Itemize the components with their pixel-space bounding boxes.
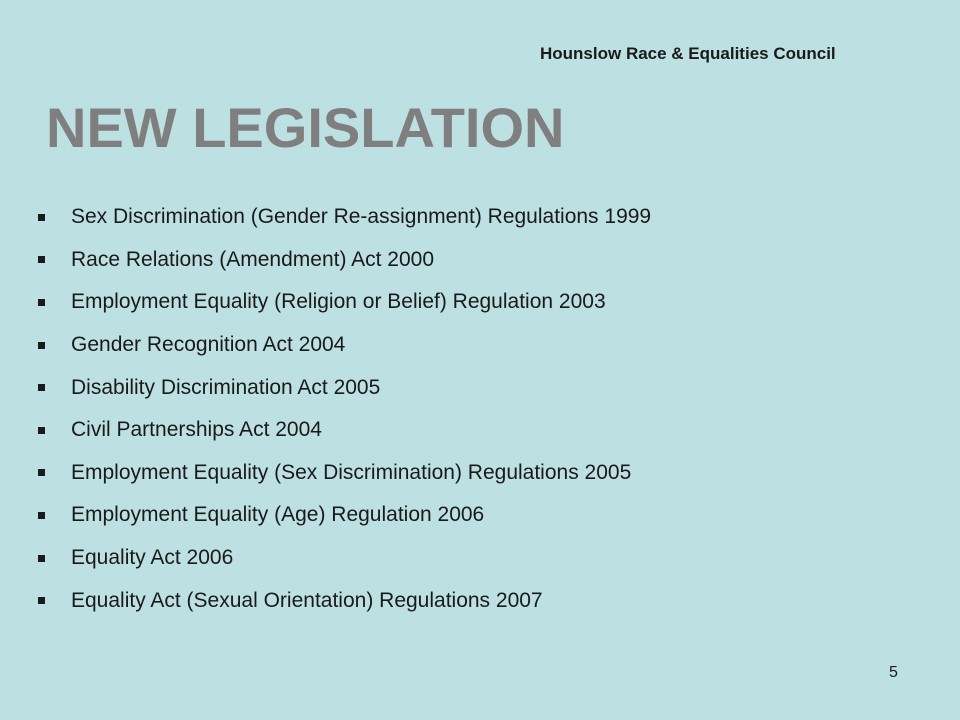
list-item-text: Employment Equality (Religion or Belief) Regulation 2003 [71, 290, 606, 314]
list-item-text: Employment Equality (Sex Discrimination) Regulations 2005 [71, 460, 632, 484]
list-item [38, 579, 651, 622]
list-item [38, 409, 651, 452]
list-item-text: Race Relations (Amendment) Act 2000 [71, 247, 435, 271]
list-item [38, 494, 651, 537]
square-bullet-icon [38, 597, 45, 604]
square-bullet-icon [38, 555, 45, 562]
list-item-text: Equality Act (Sexual Orientation) Regulations 2007 [71, 588, 543, 612]
legislation-list [38, 196, 651, 622]
organization-name: Hounslow Race & Equalities Council [540, 44, 836, 63]
square-bullet-icon [38, 214, 45, 221]
page-number: 5 [889, 664, 898, 681]
list-item-text: Disability Discrimination Act 2005 [71, 375, 381, 399]
list-item-text: Civil Partnerships Act 2004 [71, 418, 322, 442]
list-item [38, 239, 651, 282]
list-item-text: Equality Act 2006 [71, 546, 234, 570]
list-item-text: Gender Recognition Act 2004 [71, 333, 346, 357]
list-item-text: Employment Equality (Age) Regulation 2006 [71, 503, 485, 527]
list-item [38, 452, 651, 495]
list-item [38, 281, 651, 324]
list-item-text: Sex Discrimination (Gender Re-assignment) Regulations 1999 [71, 205, 652, 229]
square-bullet-icon [38, 342, 45, 349]
square-bullet-icon [38, 427, 45, 434]
list-item [38, 324, 651, 367]
square-bullet-icon [38, 384, 45, 391]
square-bullet-icon [38, 256, 45, 263]
list-item [38, 537, 651, 580]
square-bullet-icon [38, 512, 45, 519]
square-bullet-icon [38, 469, 45, 476]
list-item [38, 366, 651, 409]
list-item [38, 196, 651, 239]
square-bullet-icon [38, 299, 45, 306]
slide-title: NEW LEGISLATION [46, 96, 565, 159]
